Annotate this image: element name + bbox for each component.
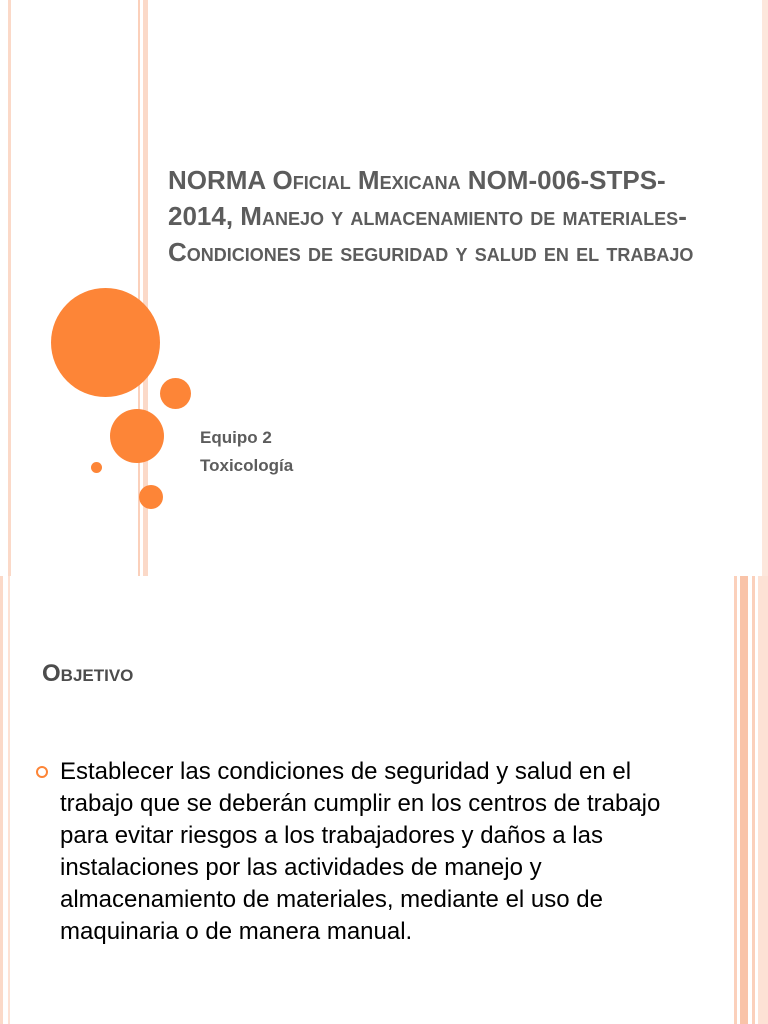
decorative-line: [752, 576, 755, 1024]
bullet-item: [36, 756, 676, 948]
decorative-circle-tiny: [91, 462, 102, 473]
decorative-circle-medium: [110, 409, 164, 463]
bullet-text: Establecer las condiciones de seguridad y salud en el trabajo que se deberán cumplir en los centros de trabajo para evitar riesgos a los trabajadores y daños a las instalaciones por las actividades de manejo y almacenamiento de materiales, mediante el uso de maquinaria o de manera manual.: [60, 758, 661, 945]
decorative-circle-small: [139, 485, 163, 509]
decorative-line: [138, 0, 140, 576]
section-heading: Objetivo: [42, 660, 134, 687]
team-label: Equipo 2: [200, 428, 272, 447]
slide-title: NORMA Oficial Mexicana NOM-006-STPS-2014, Manejo y almacenamiento de materiales-Condiciones de seguridad y salud en el trabajo: [168, 165, 694, 267]
decorative-circle-large: [51, 288, 160, 397]
decorative-line: [8, 0, 11, 576]
bullet-list: [36, 756, 676, 948]
subject-label: Toxicología: [200, 456, 294, 475]
bullet-ring-icon: [36, 766, 48, 778]
decorative-line: [734, 576, 737, 1024]
decorative-line: [8, 576, 10, 1024]
decorative-line: [758, 576, 768, 1024]
decorative-line: [740, 576, 748, 1024]
slide-subtitle: [200, 424, 293, 480]
objective-slide: [0, 576, 768, 1024]
decorative-line: [762, 0, 768, 576]
decorative-circle-small: [160, 378, 191, 409]
decorative-line: [0, 576, 3, 1024]
